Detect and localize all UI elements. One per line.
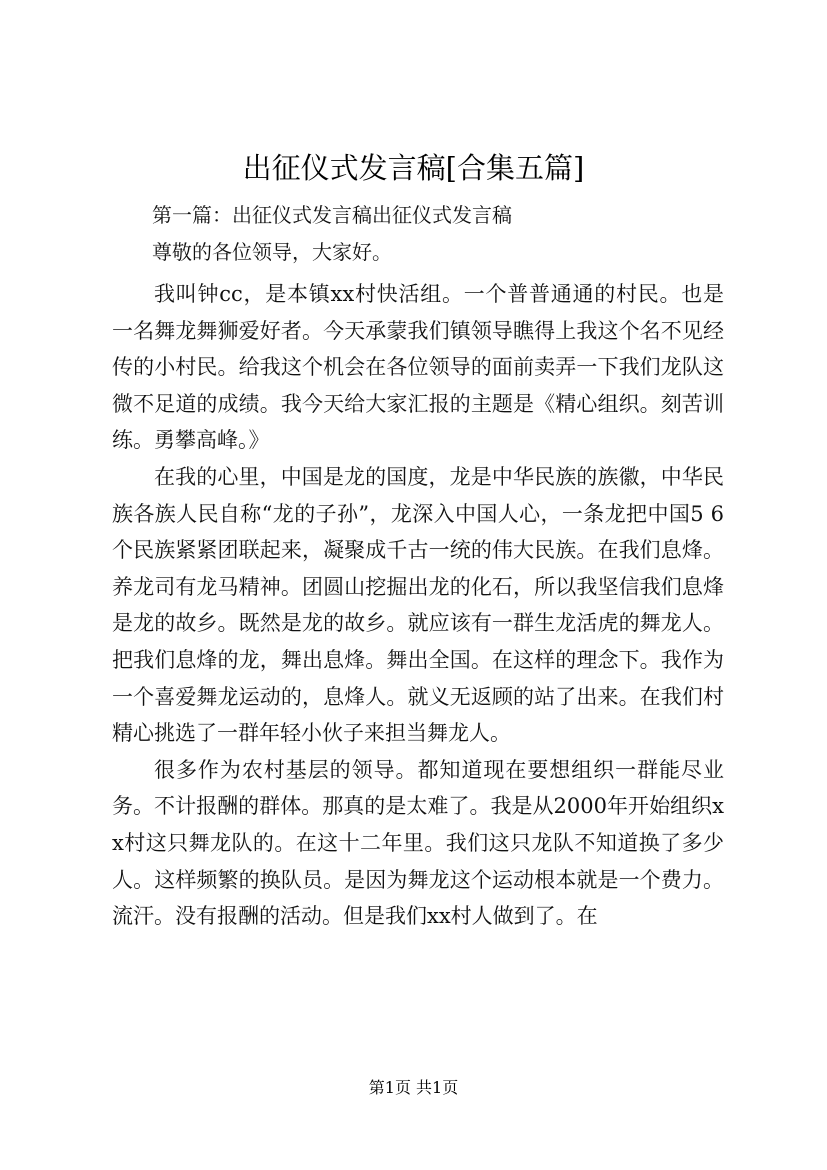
greeting-paragraph: 尊敬的各位领导，大家好。: [152, 240, 392, 264]
page-footer: 第1页 共1页: [368, 1078, 459, 1097]
document-body: [112, 198, 724, 935]
body-paragraph-3: 很多作为农村基层的领导。都知道现在要想组织一群能尽业务。不计报酬的群体。那真的是太难了。我是从2000年开始组织xx村这只舞龙队的。在这十二年里。我们这只龙队不知道换了多少人。这样频繁的换队员。是因为舞龙这个运动根本就是一个费力。流汗。没有报酬的活动。但是我们xx村人做到了。在: [112, 757, 724, 929]
document-title: 出征仪式发言稿[合集五篇]: [242, 151, 585, 185]
body-paragraph-2: 在我的心里，中国是龙的国度，龙是中华民族的族徽，中华民族各族人民自称“龙的子孙”，龙深入中国人心，一条龙把中国5 6个民族紧紧团联起来，凝聚成千古一统的伟大民族。在我们息烽。养龙司有龙马精神。团圆山挖掘出龙的化石，所以我坚信我们息烽是龙的故乡。既然是龙的故乡。就应该有一群生龙活虎的舞龙人。把我们息烽的龙，舞出息烽。舞出全国。在这样的理念下。我作为一个喜爱舞龙运动的，息烽人。就义无返顾的站了出来。在我们村精心挑选了一群年轻小伙子来担当舞龙人。: [112, 464, 724, 746]
section-heading: 第一篇：出征仪式发言稿出征仪式发言稿: [152, 203, 512, 227]
body-paragraph-1: 我叫钟cc，是本镇xx村快活组。一个普普通通的村民。也是一名舞龙舞狮爱好者。今天承蒙我们镇领导瞧得上我这个名不见经传的小村民。给我这个机会在各位领导的面前卖弄一下我们龙队这微不足道的成绩。我今天给大家汇报的主题是《精心组织。刻苦训练。勇攀高峰。》: [112, 282, 724, 453]
